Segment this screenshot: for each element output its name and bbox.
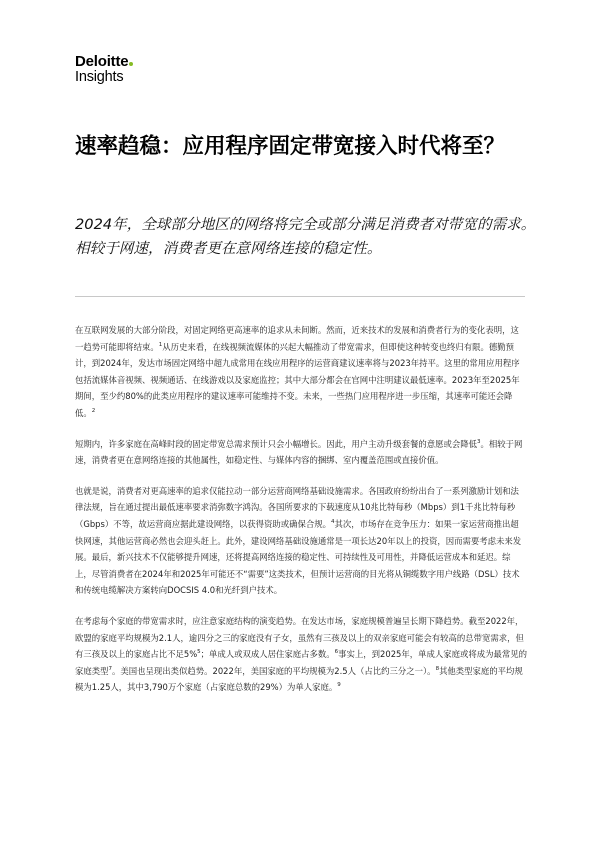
- paragraph-text: 在考虑每个家庭的带宽需求时，应注意家庭结构的演变趋势。在发达市场，家庭规模普遍呈长期下降趋势。截至2022年，欧盟的家庭平均规模为2.1人，逾四分之三的家庭没有子女，虽然有三孩及以上的双亲家庭可能会有较高的总带宽需求，但有三孩及以上的家庭占比不足5%: [75, 615, 524, 660]
- logo-green-dot: [129, 62, 133, 66]
- footnote-ref[interactable]: 2: [91, 408, 96, 415]
- footnote-ref[interactable]: 3: [477, 438, 481, 445]
- page-subtitle: 2024年，全球部分地区的网络将完全或部分满足消费者对带宽的需求。相较于网速，消费者更在意网络连接的稳定性。: [75, 216, 536, 257]
- footnote-ref[interactable]: 6: [334, 649, 339, 656]
- footnote-ref[interactable]: 4: [330, 519, 335, 526]
- article-body: [75, 322, 527, 710]
- paragraph-text: 也就是说，消费者对更高速率的追求仅能拉动一部分运营商网络基础设施需求。各国政府纷纷出台了一系列激励计划和法律法规，旨在通过提出最低速率要求消弥数字鸿沟。各国所要求的下载速度从10兆比特每秒（Mbps）到1千兆比特每秒（Gbps）不等，故运营商应据此建设网络，以获得资助或确保合规。: [75, 485, 519, 529]
- divider: [75, 296, 525, 297]
- paragraph-text: ；单成人或双成人居住家庭占多数。: [200, 649, 335, 660]
- footnote-ref[interactable]: 5: [197, 649, 201, 656]
- paragraph-text: 。相较于网速，消费者更在意网络连接的其他属性，如稳定性、与媒体内容的捆绑、室内覆盖范围或直接价值。: [75, 438, 523, 466]
- body-paragraph: [75, 436, 527, 469]
- logo-sub: Insights: [75, 69, 124, 85]
- footnote-ref[interactable]: 1: [158, 341, 163, 348]
- paragraph-text: 其他类型家庭的平均规模为1.25人，其中3,790万个家庭（占家庭总数的29%）为单人家庭。: [75, 665, 523, 693]
- footnote-ref[interactable]: 9: [337, 682, 341, 689]
- paragraph-text: 。美国也呈现出类似趋势。2022年，美国家庭的平均规模为2.5人（占比约三分之一）。: [112, 665, 436, 676]
- body-paragraph: [75, 322, 527, 422]
- paragraph-text: 其次，市场存在竞争压力：如果一家运营商推出超快网速，其他运营商必然也会迎头赶上。此外，建设网络基础设施通常是一项长达20年以上的投资，因而需要考虑未来发展。最后，新兴技术不仅能够提升网速，还将提高网络连接的稳定性、可持续性及可用性，并降低运营成本和延迟。综上，尽管消费者在2024年和2025年可能还不“需要”这类技术，但预计运营商的目光将从铜缆数字用户线路（DSL）技术和传统电缆解决方案转向DOCSIS 4.0和光纤到户技术。: [75, 518, 522, 596]
- paragraph-text: 短期内，许多家庭在高峰时段的固定带宽总需求预计只会小幅增长。因此，用户主动升级套餐的意愿或会降低: [75, 438, 477, 449]
- body-paragraph: [75, 613, 527, 696]
- paragraph-text: 事实上，到2025年，单成人家庭或将成为最常见的家庭类型: [75, 649, 527, 676]
- logo-brand: Deloitte: [75, 54, 133, 69]
- paragraph-text: 在互联网发展的大部分阶段，对固定网络更高速率的追求从未间断。然而，近来技术的发展和消费者行为的变化表明，这一趋势可能即将结束。: [75, 325, 519, 352]
- page-title: 速率趋稳：应用程序固定带宽接入时代将至？: [75, 134, 506, 159]
- paragraph-text: 从历史来看，在线视频流媒体的兴起大幅推动了带宽需求，但即使这种转变也终归有限。德勤预计，到2024年，发达市场固定网络中超九成常用在线应用程序的运营商建议速率将与2023年持平。这里的常用应用程序包括流媒体音视频、视频通话、在线游戏以及家庭监控；其中大部分都会在官网中注明建议最低速率。2023年至2025年期间，至少约80%的此类应用程序的建议速率可能维持不变。未来，一些热门应用程序进一步压缩，其速率可能还会降低。: [75, 341, 520, 418]
- footnote-ref[interactable]: 8: [435, 665, 440, 672]
- body-paragraph: [75, 483, 527, 599]
- footnote-ref[interactable]: 7: [108, 665, 112, 672]
- deloitte-insights-logo: [75, 54, 133, 85]
